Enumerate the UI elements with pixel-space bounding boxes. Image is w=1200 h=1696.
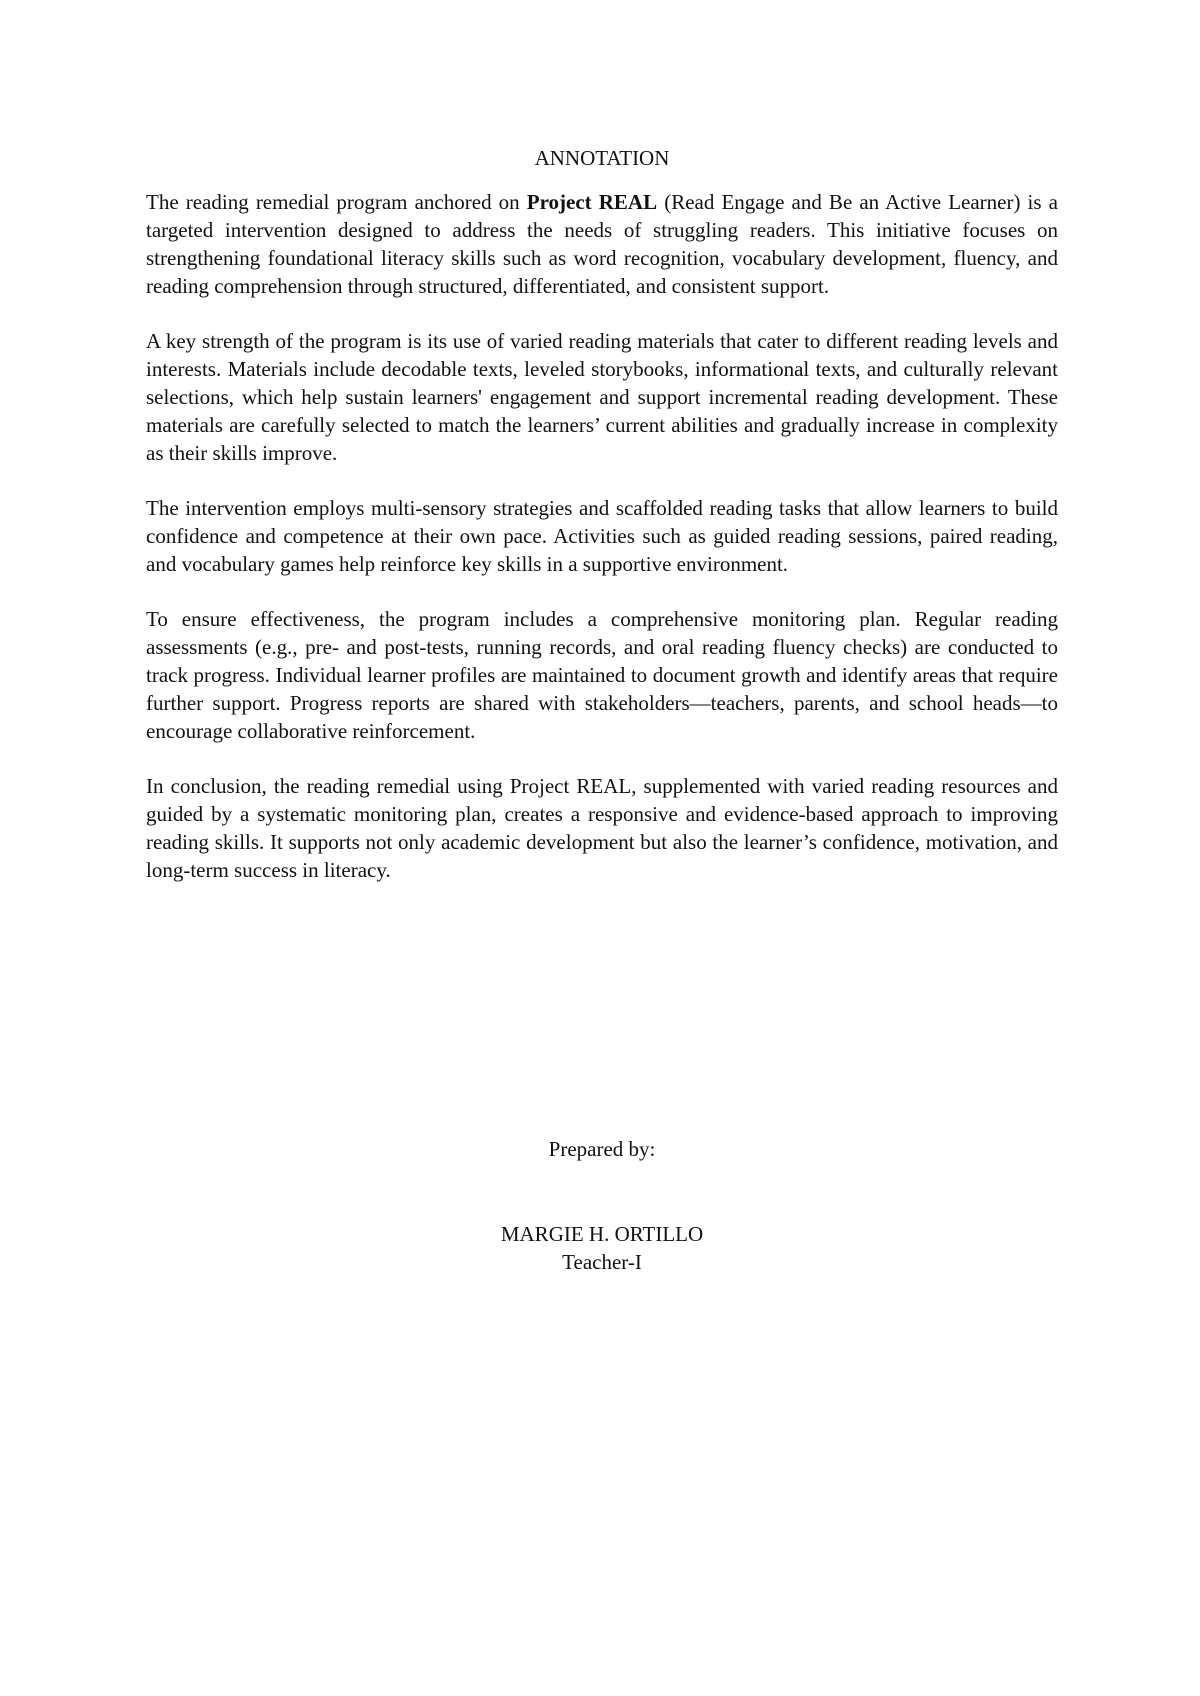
signatory-position: Teacher-I — [562, 1250, 642, 1274]
signature-block — [146, 1220, 1058, 1276]
paragraph-conclusion: In conclusion, the reading remedial using Project REAL, supplemented with varied reading resources and guided by a systematic monitoring plan, creates a responsive and evidence-based approach to improving reading skills. It supports not only academic development but also the learner’s confidence, motivation, and long-term success in literacy. — [146, 774, 1058, 882]
document-body — [146, 144, 1058, 911]
prepared-by-label: Prepared by: — [548, 1137, 656, 1161]
document-title: ANNOTATION — [534, 146, 670, 170]
paragraph-intro-rest: (Read Engage and Be an Active Learner) is a targeted intervention designed to address the needs of struggling readers. This initiative focuses on strengthening foundational literacy skills such as word recognition, vocabulary development, fluency, and reading comprehension through structured, differentiated, and consistent support. — [146, 190, 1058, 298]
signatory-name: MARGIE H. ORTILLO — [500, 1222, 704, 1246]
paragraph-materials: A key strength of the program is its use of varied reading materials that cater to different reading levels and interests. Materials include decodable texts, leveled storybooks, informational texts, and culturally relevant selections, which help sustain learners' engagement and support incremental reading development. These materials are carefully selected to match the learners’ current abilities and gradually increase in complexity as their skills improve. — [146, 329, 1058, 465]
paragraph-intro-lead: The reading remedial program anchored on — [146, 190, 527, 214]
project-name-bold: Project REAL — [526, 190, 658, 214]
paragraph-strategies: The intervention employs multi-sensory strategies and scaffolded reading tasks that allow learners to build confidence and competence at their own pace. Activities such as guided reading sessions, paired reading, and vocabulary games help reinforce key skills in a supportive environment. — [146, 496, 1058, 576]
paragraph-monitoring: To ensure effectiveness, the program includes a comprehensive monitoring plan. Regular reading assessments (e.g., pre- and post-tests, running records, and oral reading fluency checks) are conducted to track progress. Individual learner profiles are maintained to document growth and identify areas that require further support. Progress reports are shared with stakeholders—teachers, parents, and school heads—to encourage collaborative reinforcement. — [146, 607, 1058, 743]
paragraph-intro — [146, 188, 1058, 300]
